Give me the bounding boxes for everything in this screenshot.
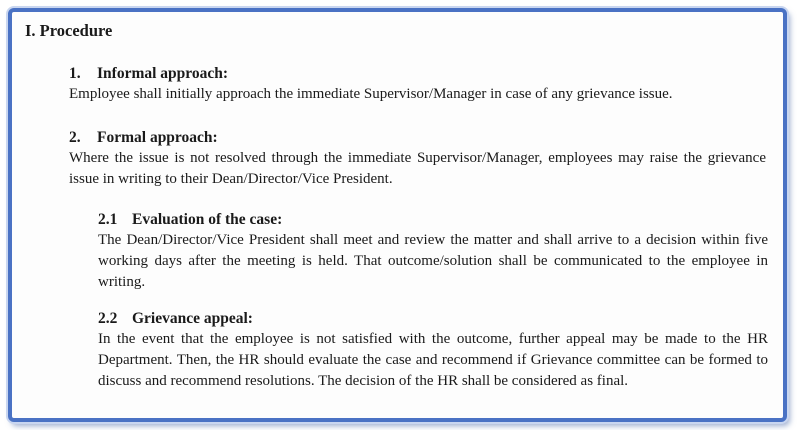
item-heading-text: Formal approach:	[97, 129, 218, 146]
subitem-body-text: The Dean/Director/Vice President shall meet and review the matter and shall arrive to a decision within five working days after the meeting is held. That outcome/solution shall be communicated to the employee in writing.	[98, 232, 768, 290]
item-heading-text: Informal approach:	[97, 65, 229, 82]
evaluation-heading	[98, 209, 282, 230]
subitem-number: 2.2	[98, 310, 118, 327]
formal-approach-heading	[69, 127, 218, 148]
section-title-text: Procedure	[39, 21, 113, 40]
item-body-text: Employee shall initially approach the immediate Supervisor/Manager in case of any grievance issue.	[69, 86, 673, 102]
subitem-heading-text: Grievance appeal:	[132, 310, 253, 327]
document-frame	[8, 8, 787, 422]
section-title	[25, 20, 112, 41]
section-number: I.	[25, 21, 36, 40]
evaluation-body	[98, 230, 768, 293]
item-number: 1.	[69, 65, 81, 82]
procedure-document	[12, 12, 783, 418]
item-number: 2.	[69, 129, 81, 146]
formal-approach-body	[69, 148, 766, 190]
subitem-heading-text: Evaluation of the case:	[132, 211, 283, 228]
grievance-appeal-body	[98, 329, 768, 392]
subitem-body-text: In the event that the employee is not satisfied with the outcome, further appeal may be made to the HR Department. Then, the HR should evaluate the case and recommend if Grievance committee can be formed to discuss and recommend resolutions. The decision of the HR shall be considered as final.	[98, 331, 768, 389]
grievance-appeal-heading	[98, 308, 253, 329]
item-body-text: Where the issue is not resolved through the immediate Supervisor/Manager, employees may raise the grievance issue in writing to their Dean/Director/Vice President.	[69, 150, 766, 187]
informal-approach-heading	[69, 63, 228, 84]
informal-approach-body	[69, 84, 769, 105]
subitem-number: 2.1	[98, 211, 118, 228]
